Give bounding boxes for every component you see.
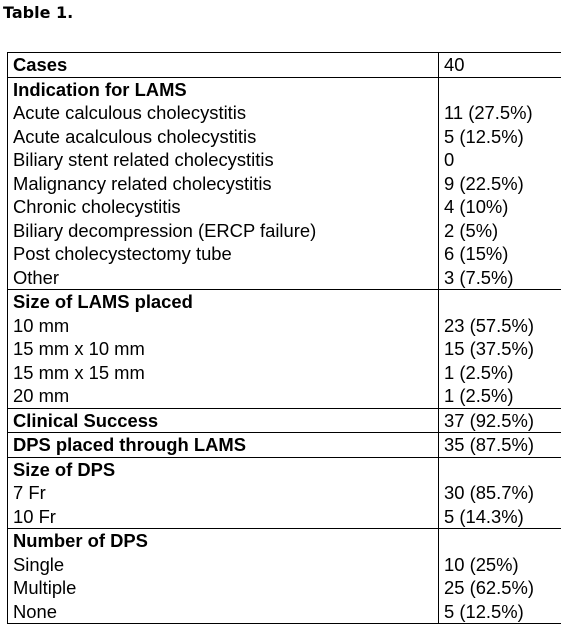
row-value: 25 (62.5%) [444,577,534,598]
section-header-value [444,78,560,102]
section-label-cell [8,408,439,433]
row-value: 30 (85.7%) [444,482,534,503]
table-section [8,408,561,433]
section-label-cell [8,529,439,624]
row-value: 3 (7.5%) [444,266,514,288]
section-value-cell [439,433,561,458]
row-label: 10 mm [13,314,70,336]
row-label: Acute calculous cholecystitis [13,102,247,123]
section-value-cell [439,77,561,290]
row-value: 1 (2.5%) [444,385,514,406]
row-value: 5 (14.3%) [444,505,524,527]
section-label-cell [8,433,439,458]
row-label: 10 Fr [13,505,56,527]
row-label: Chronic cholecystitis [13,196,181,217]
row-value: 11 (27.5%) [444,102,533,123]
row-label: Biliary stent related cholecystitis [13,149,274,170]
section-value-cell [439,457,561,529]
section-label-cell [8,290,439,409]
row-label: 7 Fr [13,482,46,503]
row-value: 5 (12.5%) [444,125,524,147]
section-value-cell [439,529,561,624]
row-label: 15 mm x 15 mm [13,361,145,383]
section-label-cell [8,457,439,529]
table-section [8,290,561,409]
row-value: 4 (10%) [444,196,509,217]
section-label-cell [8,77,439,290]
section-header: DPS placed through LAMS [13,434,246,455]
row-label: Multiple [13,577,77,598]
results-table-body [8,53,561,624]
section-header-value [444,290,560,314]
row-value: 10 (25%) [444,553,519,575]
section-header: Size of DPS [13,458,116,480]
table-section [8,529,561,624]
row-value: 6 (15%) [444,243,509,264]
row-label: Single [13,553,65,575]
row-label: 15 mm x 10 mm [13,338,145,359]
row-label: 20 mm [13,385,70,406]
section-header-value: 40 [444,54,465,75]
row-value: 0 [444,149,455,170]
row-label: Acute acalculous cholecystitis [13,125,257,147]
table-section [8,53,561,78]
row-value: 15 (37.5%) [444,338,534,359]
section-header: Size of LAMS placed [13,291,193,312]
section-label-cell [8,53,439,78]
section-header: Clinical Success [13,409,159,431]
row-value: 5 (12.5%) [444,600,524,622]
section-header-value: 37 (92.5%) [444,409,534,431]
row-value: 2 (5%) [444,219,499,241]
row-label: Other [13,266,59,288]
section-header-value [444,529,560,553]
section-header-value: 35 (87.5%) [444,434,534,455]
row-label: Malignancy related cholecystitis [13,172,272,194]
table-section [8,77,561,290]
results-table [7,52,561,624]
section-value-cell [439,53,561,78]
section-header-value [444,458,560,482]
row-label: None [13,600,57,622]
section-header: Indication for LAMS [13,78,187,100]
section-value-cell [439,408,561,433]
section-header: Number of DPS [13,530,148,551]
row-value: 23 (57.5%) [444,314,534,336]
row-label: Biliary decompression (ERCP failure) [13,219,317,241]
table-caption: Table 1. [3,3,74,22]
table-section [8,457,561,529]
section-header: Cases [13,54,68,75]
section-value-cell [439,290,561,409]
row-value: 1 (2.5%) [444,361,514,383]
table-section [8,433,561,458]
row-value: 9 (22.5%) [444,172,524,194]
row-label: Post cholecystectomy tube [13,243,232,264]
